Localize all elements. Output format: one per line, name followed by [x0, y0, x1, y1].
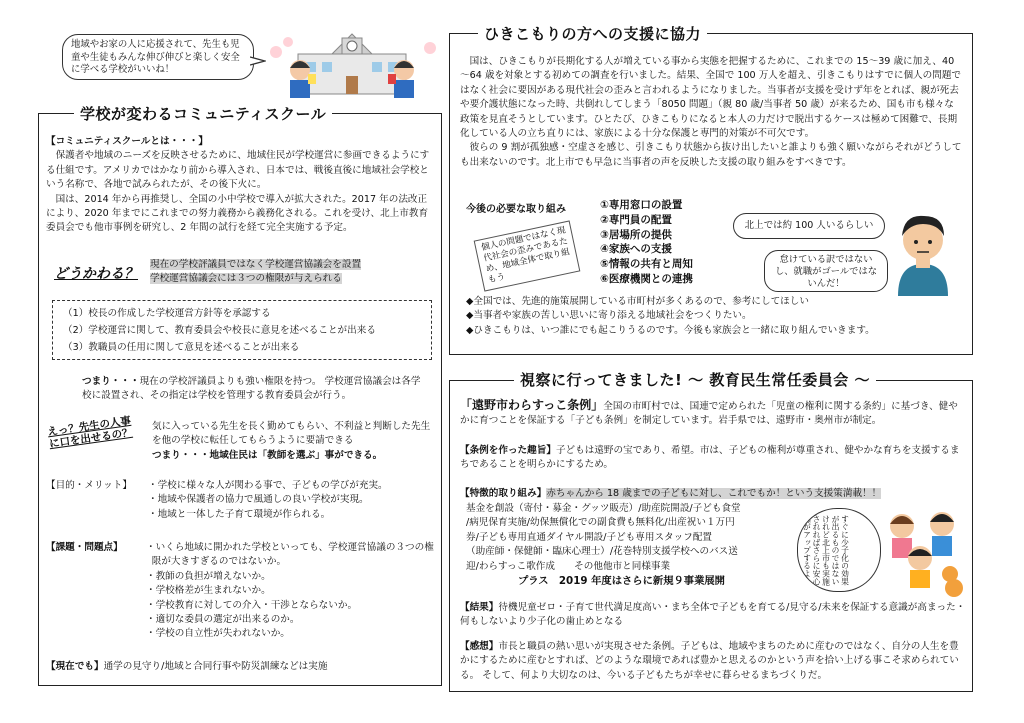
issue-item: ・いくら地域に開かれた学校といっても、学校運営協議の３つの権限が大きすぎるのではないか。: [146, 542, 434, 568]
power-item: （1）校長の作成した学校運営方針等を承認する: [63, 308, 271, 319]
children-illustration-icon: [880, 502, 966, 602]
purpose-block: [460, 444, 966, 473]
needs-heading: 今後の必要な取り組み: [466, 204, 566, 215]
change-label: どうかわる？: [54, 266, 138, 282]
child-speech-bubble: [797, 508, 881, 592]
personnel-text: 気に入っている先生を長く勤めてもらい、不利益と判断した先生を他の学校に転任してもらうように要請できる: [152, 421, 431, 447]
note-item: ◆ひきこもりは、いつ誰にでも起こりうるのです。今後も家族会と一緒に取り組んでいきます。: [466, 324, 875, 336]
impression-heading: 【感想】: [460, 641, 499, 652]
jorei-intro: [460, 398, 966, 428]
jorei-text: 全国の市町村では、国連で定められた「児童の権利に関する条約」に基づき、健やかに育つことを保証する「子ども条例」を制定しています。岩手県では、遠野市・奥州市が制定。: [460, 401, 958, 427]
purpose-heading: 【条例を作った趣旨】: [460, 445, 556, 456]
tilted-note-text: 個人の問題ではなく現代社会の歪みであるため、地域全体で取り組もう: [480, 225, 571, 286]
result-block: [460, 601, 966, 630]
plus-text: プラス 2019 年度はさらに新規９事業展開: [518, 575, 725, 588]
needs-item: ①専用窓口の設置: [600, 199, 683, 211]
purpose-text: 子どもは遠野の宝であり、希望。市は、子どもの権利が尊重され、健やかな育ちを支援するまちであることを明らかにするため。: [460, 445, 960, 471]
tsumari-heading: つまり・・・: [82, 376, 140, 387]
feature-line: 迎/わらすっこ歌作成 その他他市と同様事業: [466, 560, 671, 572]
now-heading: 【現在でも】: [46, 661, 104, 672]
note-item: ◆当事者や家族の苦しい思いに寄り添える地域社会をつくりたい。: [466, 310, 752, 322]
change-line-1: 現在の学校評議員ではなく学校運営協議会を設置: [150, 259, 362, 270]
needs-list: [600, 198, 693, 287]
what-heading: 【コミュニティスクールとは・・・】: [46, 136, 208, 147]
feature-line: （助産師・保健師・臨床心理士）/花巻特別支援学校へのバス送: [466, 546, 738, 558]
speech-bubble-count: [733, 213, 885, 239]
issue-item: ・学校格差が生まれないか。: [146, 585, 271, 597]
child-bubble-text: すぐに少子化の効果が出るものではないけれど北上市も実施されればさらに安心感がアップするよ: [802, 515, 850, 586]
merit-item: ・学校に様々な人が関わる事で、子どもの学びが充実。: [148, 480, 388, 491]
impression-text: 市長と職員の熱い思いが実現させた条例。子どもは、地域やまちのために産むのではなく、自分の人生を豊かにするために産むとすれば、どのような環境であれば豊かと思えるのかという声を拾い上げる事こそ求められている。 そして、何より大切なのは、今いる子どもたちが幸せに暮らせるまちづくりだ。: [460, 641, 959, 681]
hikikomori-paragraph-1: 国は、ひきこもりが長期化する人が増えている事から実態を把握するために、これまでの 15～39 歳に加え、40～64 歳を対象とする初めての調査を行いました。結果、全国で 100 万人を超え、引きこもりはすでに個人の問題ではなく社会に要因がある現代社会の歪みと言われるようになりました。当事者が支援を受けず年をとれば、親が死去や要介護状態になった時、共倒れしてしまう「8050 問題」（親 80 歳/当事者 50 歳）が来るため、国も市も様々な政策を見直そうとしています。ひとたび、ひきこもりになると本人の力だけで脱出するケースは極めて困難で、長期化している人の立ち直りには、家族による十分な保護と専門的対策が不可欠です。: [460, 56, 962, 140]
jorei-name: 「遠野市わらすっこ条例」: [460, 398, 604, 412]
power-item: （3）教職員の任用に関して意見を述べることが出来る: [63, 342, 300, 353]
issues-heading: 【課題・問題点】: [46, 542, 123, 553]
issues-list: [146, 541, 434, 642]
issue-item: ・教師の負担が増えないか。: [146, 570, 271, 582]
feature-line: /病児保育実施/幼保無償化での副食費も無料化/出産祝い１万円: [466, 517, 735, 529]
now-text: 通学の見守り/地域と合同行事や防災訓練などは実施: [103, 661, 328, 672]
feature-line: 券/子ども専用直通ダイヤル開設/子ども専用スタッフ配置: [466, 531, 713, 543]
hikikomori-notes: [466, 295, 966, 338]
inspection-title: 視察に行ってきました! ～ 教育民生常任委員会 ～: [514, 369, 876, 390]
what-paragraph-1: 保護者や地域のニーズを反映させるために、地域住民が学校運営に参画できるようにする仕組です。アメリカではかなり前から導入され、日本では、戦後直後に地域社会学校という名称で、各地で試みられたが、その後下火に。: [46, 150, 430, 191]
personnel-tsumari: つまり・・・地域住民は「教師を選ぶ」事ができる。: [152, 449, 383, 461]
impression-block: [460, 640, 966, 683]
result-text: 待機児童ゼロ・子育て世代満足度高い・まち全体で子どもを育てる/見守る/未来を保証する意識が高まった・何もしないより少子化の歯止めとなる: [460, 602, 966, 628]
top-bubble-text: 地域やお家の人に応援されて、先生も児童や生徒もみんな伸び伸びと楽しく安全に学べる学校がいいね！: [71, 39, 240, 76]
community-school-title: 学校が変わるコミュニティスクール: [74, 103, 332, 124]
personnel-block: [152, 420, 434, 463]
merit-item: ・地域や保護者の協力で風通しの良い学校が実現。: [148, 494, 369, 506]
result-heading: 【結果】: [460, 602, 499, 613]
change-line-2: 学校運営協議会には３つの権限が与えられる: [150, 273, 342, 285]
power-item: （2）学校運営に関して、教育委員会や校長に意見を述べることが出来る: [63, 325, 376, 336]
change-lines: [150, 258, 361, 287]
merit-item: ・地域と一体した子育て環境が作られる。: [148, 508, 331, 520]
tsumari-text: 現在の学校評議員よりも強い権限を持つ。 学校運営協議会は各学校に設置され、その指定は学校を管理する教育委員会が行う。: [82, 376, 421, 402]
tsumari-block: [82, 375, 428, 404]
powers-box: [52, 300, 432, 360]
person-illustration-icon: [888, 206, 958, 298]
what-paragraph-2: 国は、2014 年から再推奨し、全国の小中学校で導入が拡大された。2017 年の法改正により、2020 年までにこれまでの努力義務から義務化される。これを受け、北上市教育委員会でも他市事例を研究し、2 年間の試行を経て完全実施する予定。: [46, 193, 429, 234]
school-illustration-icon: [262, 18, 442, 100]
hikikomori-paragraph-2: 彼らの 9 割が孤独感・空虚さを感じ、引きこもり状態から抜け出したいと誰よりも強く願いながらそれがどうしても出来ないのです。北上市でも早急に当事者の声を反映した支援の取り組みをすべきです。: [460, 142, 962, 168]
issue-item: ・適切な委員の選定が出来るのか。: [146, 614, 300, 626]
now-block: [46, 660, 436, 674]
feature-highlight: 赤ちゃんから 18 歳までの子どもに対し、これでもか！という支援策満載！！: [546, 488, 882, 499]
issue-item: ・学校の自立性が失われないか。: [146, 628, 290, 640]
needs-item: ②専門員の配置: [600, 213, 672, 226]
issue-item: ・学校教育に対しての介入・干渉とならないか。: [146, 599, 358, 611]
bubble-goal-text: 怠けている訳ではないし、就職がゴールではないんだ！: [774, 254, 878, 289]
feature-head-row: [460, 487, 966, 501]
feature-line: 基金を創設（寄付・募金・グッツ販売）/助産院開設/子ども食堂: [466, 503, 741, 514]
note-item: ◆全国では、先進的施策展開している市町村が多くあるので、参考にしてほしい: [466, 296, 809, 307]
personnel-label-text: えっ？先生の人事に口を出せるの？: [46, 414, 134, 451]
feature-heading: 【特徴的取り組み】: [460, 488, 547, 499]
speech-bubble-goal: [764, 250, 888, 292]
community-school-intro: [46, 135, 436, 236]
needs-item: ⑤情報の共有と周知: [600, 258, 693, 271]
bubble-count-text: 北上では約 100 人いるらしい: [744, 220, 874, 231]
hikikomori-body: [460, 55, 962, 170]
top-speech-bubble: [62, 34, 254, 80]
hikikomori-title: ひきこもりの方への支援に協力: [478, 23, 707, 44]
merit-heading: 【目的・メリット】: [46, 480, 132, 491]
needs-item: ③居場所の提供: [600, 228, 672, 241]
needs-item: ④家族への支援: [600, 243, 672, 256]
feature-list: [466, 502, 796, 588]
needs-item: ⑥医療機関との連携: [600, 272, 693, 285]
merit-list: [148, 479, 434, 522]
